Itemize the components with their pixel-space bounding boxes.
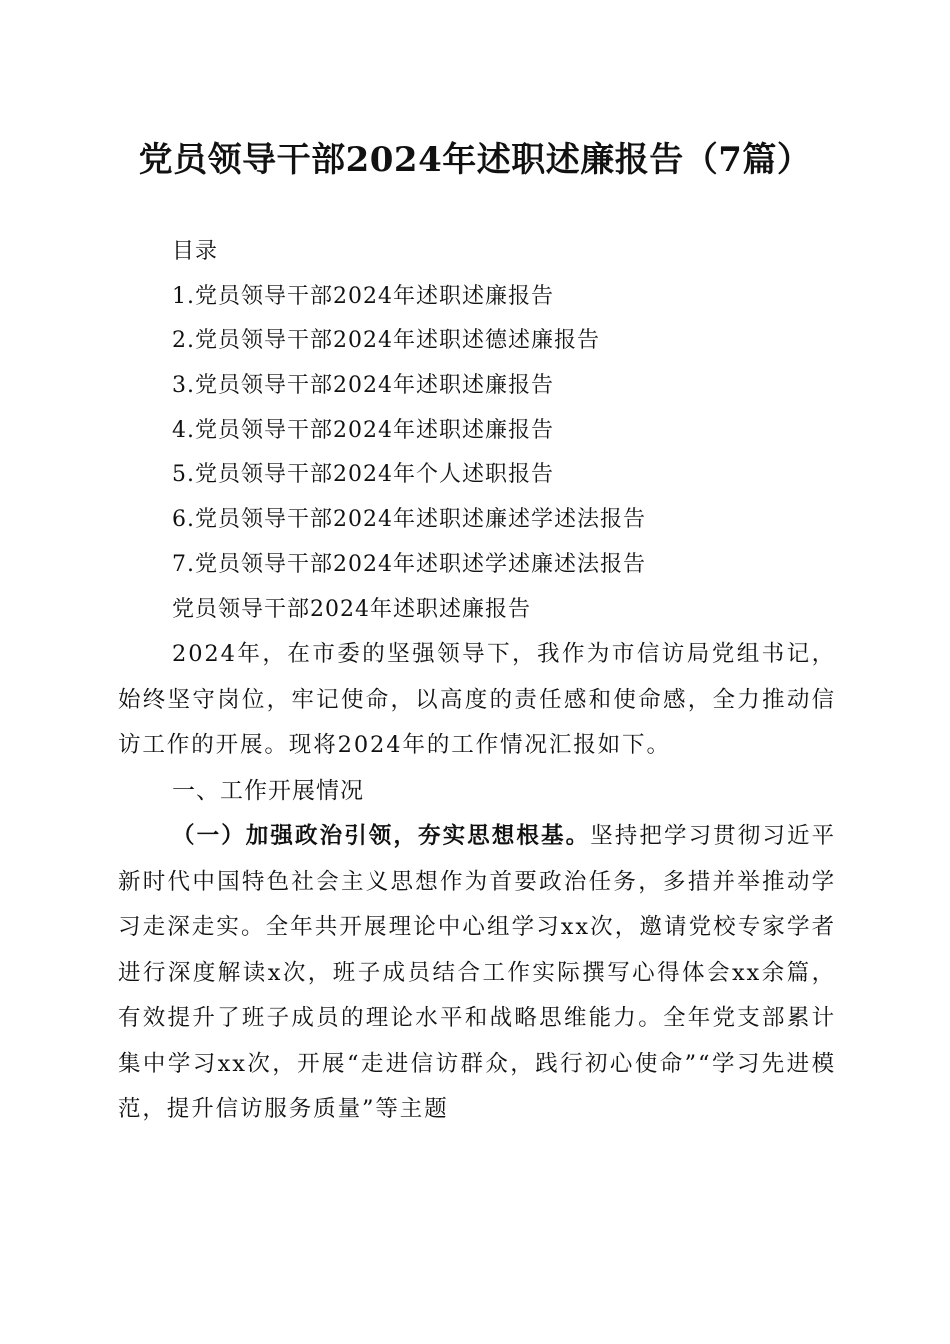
- subsection-body: 坚持把学习贯彻习近平新时代中国特色社会主义思想作为首要政治任务，多措并举推动学习走深走实。全年共开展理论中心组学习xx次，邀请党校专家学者进行深度解读x次，班子成员结合工作实际撰写心得体会xx余篇，有效提升了班子成员的理论水平和战略思维能力。全年党支部累计集中学习xx次，开展“走进信访群众，践行初心使命”“学习先进模范，提升信访服务质量”等主题: [118, 823, 836, 1122]
- toc-item[interactable]: 1.党员领导干部2024年述职述廉报告: [172, 283, 554, 309]
- toc-label: 目录: [172, 239, 219, 264]
- section-title: 党员领导干部2024年述职述廉报告: [172, 596, 531, 622]
- toc-item[interactable]: 3.党员领导干部2024年述职述廉报告: [172, 373, 554, 399]
- toc-item[interactable]: 4.党员领导干部2024年述职述廉报告: [172, 417, 554, 443]
- report-body: [118, 632, 836, 1133]
- section-heading: 一、工作开展情况: [172, 777, 364, 804]
- intro-paragraph: 2024年，在市委的坚强领导下，我作为市信访局党组书记，始终坚守岗位，牢记使命，以高度的责任感和使命感，全力推动信访工作的开展。现将2024年的工作情况汇报如下。: [118, 641, 836, 758]
- toc-item[interactable]: 7.党员领导干部2024年述职述学述廉述法报告: [172, 551, 646, 577]
- toc-item[interactable]: 6.党员领导干部2024年述职述廉述学述法报告: [172, 507, 646, 533]
- subsection-lead: （一）加强政治引领，夯实思想根基。: [172, 823, 591, 849]
- subsection-paragraph: [118, 814, 836, 1133]
- toc-item[interactable]: 5.党员领导干部2024年个人述职报告: [172, 462, 554, 488]
- document-title: 党员领导干部2024年述职述廉报告（7篇）: [138, 140, 812, 180]
- toc-item[interactable]: 2.党员领导干部2024年述职述德述廉报告: [172, 328, 600, 354]
- table-of-contents: [172, 230, 872, 632]
